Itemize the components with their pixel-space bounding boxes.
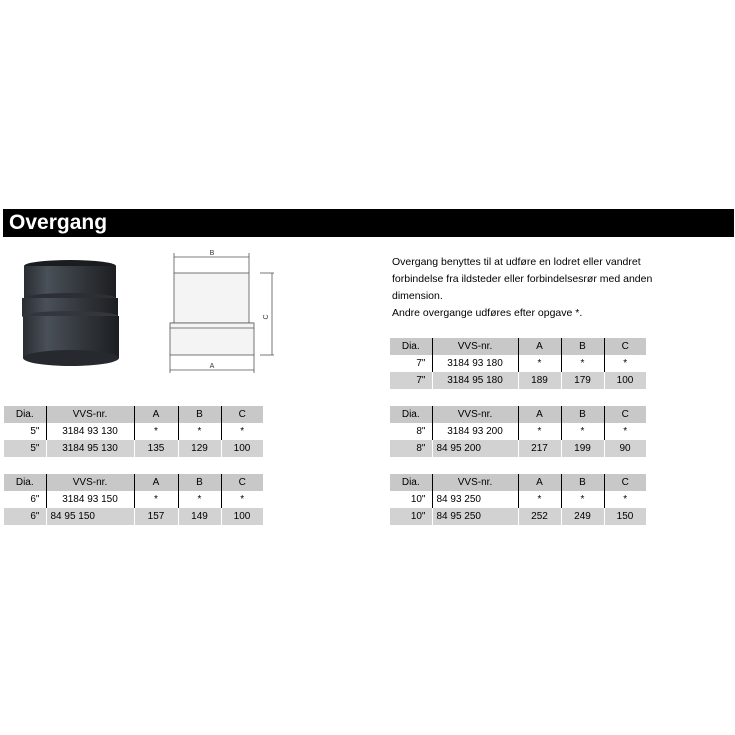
cell-vvs: 3184 95 130 bbox=[46, 440, 134, 457]
header-a: A bbox=[518, 338, 561, 355]
technical-drawing bbox=[160, 245, 280, 380]
cell-b: 179 bbox=[561, 372, 604, 389]
cell-a: 217 bbox=[518, 440, 561, 457]
description-line: dimension. bbox=[392, 290, 443, 302]
header-dia: Dia. bbox=[390, 406, 432, 423]
header-c: C bbox=[604, 338, 646, 355]
table-row bbox=[4, 440, 263, 457]
header-vvs: VVS-nr. bbox=[432, 474, 518, 491]
cell-dia: 7" bbox=[390, 355, 432, 372]
header-c: C bbox=[604, 406, 646, 423]
cell-dia: 6" bbox=[4, 491, 46, 508]
table-row bbox=[4, 423, 263, 440]
description bbox=[392, 254, 712, 322]
header-a: A bbox=[134, 406, 178, 423]
cell-dia: 5" bbox=[4, 423, 46, 440]
cell-c: * bbox=[221, 423, 263, 440]
table-header-row bbox=[390, 406, 646, 423]
cell-b: * bbox=[178, 491, 221, 508]
cell-dia: 7" bbox=[390, 372, 432, 389]
cell-a: * bbox=[518, 491, 561, 508]
header-b: B bbox=[561, 406, 604, 423]
cell-a: * bbox=[518, 423, 561, 440]
spec-table-5 bbox=[4, 406, 264, 457]
table-row bbox=[390, 508, 646, 525]
header-a: A bbox=[134, 474, 178, 491]
table-row bbox=[390, 423, 646, 440]
cell-vvs: 84 93 250 bbox=[432, 491, 518, 508]
cell-a: 157 bbox=[134, 508, 178, 525]
cell-a: * bbox=[518, 355, 561, 372]
description-line: Andre overgange udføres efter opgave *. bbox=[392, 307, 583, 319]
cell-vvs: 3184 93 150 bbox=[46, 491, 134, 508]
cell-c: * bbox=[221, 491, 263, 508]
cell-dia: 6" bbox=[4, 508, 46, 525]
title-bar bbox=[3, 209, 734, 237]
cell-b: 249 bbox=[561, 508, 604, 525]
header-vvs: VVS-nr. bbox=[46, 406, 134, 423]
cell-c: 100 bbox=[604, 372, 646, 389]
description-line: Overgang benyttes til at udføre en lodret eller vandret bbox=[392, 256, 641, 268]
header-b: B bbox=[561, 474, 604, 491]
spec-table-7 bbox=[390, 338, 647, 389]
header-c: C bbox=[604, 474, 646, 491]
cell-c: * bbox=[604, 423, 646, 440]
cell-vvs: 3184 93 200 bbox=[432, 423, 518, 440]
cell-a: * bbox=[134, 423, 178, 440]
cell-c: 90 bbox=[604, 440, 646, 457]
header-dia: Dia. bbox=[390, 338, 432, 355]
header-b: B bbox=[178, 474, 221, 491]
cell-c: 100 bbox=[221, 508, 263, 525]
cell-vvs: 3184 93 130 bbox=[46, 423, 134, 440]
table-row bbox=[390, 491, 646, 508]
header-dia: Dia. bbox=[4, 474, 46, 491]
spec-table-8 bbox=[390, 406, 647, 457]
cell-b: * bbox=[561, 491, 604, 508]
table-row bbox=[390, 440, 646, 457]
table-header-row bbox=[4, 406, 263, 423]
header-a: A bbox=[518, 474, 561, 491]
cell-b: * bbox=[178, 423, 221, 440]
spec-table-6 bbox=[4, 474, 264, 525]
cell-dia: 5" bbox=[4, 440, 46, 457]
table-row bbox=[4, 491, 263, 508]
cell-vvs: 84 95 250 bbox=[432, 508, 518, 525]
cell-dia: 8" bbox=[390, 423, 432, 440]
header-vvs: VVS-nr. bbox=[432, 406, 518, 423]
table-header-row bbox=[4, 474, 263, 491]
header-b: B bbox=[561, 338, 604, 355]
cell-dia: 8" bbox=[390, 440, 432, 457]
cell-a: 252 bbox=[518, 508, 561, 525]
pipe-adapter-photo bbox=[22, 258, 122, 370]
header-dia: Dia. bbox=[4, 406, 46, 423]
cell-dia: 10" bbox=[390, 491, 432, 508]
cell-a: 189 bbox=[518, 372, 561, 389]
table-row bbox=[390, 355, 646, 372]
cell-c: 100 bbox=[221, 440, 263, 457]
page-title: Overgang bbox=[9, 211, 108, 234]
cell-vvs: 84 95 200 bbox=[432, 440, 518, 457]
cell-b: 149 bbox=[178, 508, 221, 525]
cell-dia: 10" bbox=[390, 508, 432, 525]
cell-vvs: 84 95 150 bbox=[46, 508, 134, 525]
dim-label-b: B bbox=[209, 250, 215, 257]
header-a: A bbox=[518, 406, 561, 423]
table-header-row bbox=[390, 474, 646, 491]
cell-vvs: 3184 95 180 bbox=[432, 372, 518, 389]
cell-a: * bbox=[134, 491, 178, 508]
header-vvs: VVS-nr. bbox=[432, 338, 518, 355]
header-c: C bbox=[221, 474, 263, 491]
header-dia: Dia. bbox=[390, 474, 432, 491]
cell-c: * bbox=[604, 355, 646, 372]
table-row bbox=[390, 372, 646, 389]
cell-b: 129 bbox=[178, 440, 221, 457]
header-b: B bbox=[178, 406, 221, 423]
dim-label-a: A bbox=[209, 363, 215, 370]
cell-b: * bbox=[561, 355, 604, 372]
spec-table-10 bbox=[390, 474, 647, 525]
cell-b: * bbox=[561, 423, 604, 440]
dim-label-c: C bbox=[263, 314, 270, 320]
table-row bbox=[4, 508, 263, 525]
cell-c: * bbox=[604, 491, 646, 508]
cell-b: 199 bbox=[561, 440, 604, 457]
header-c: C bbox=[221, 406, 263, 423]
cell-c: 150 bbox=[604, 508, 646, 525]
table-header-row bbox=[390, 338, 646, 355]
cell-a: 135 bbox=[134, 440, 178, 457]
description-line: forbindelse fra ildsteder eller forbindelsesrør med anden bbox=[392, 273, 653, 285]
header-vvs: VVS-nr. bbox=[46, 474, 134, 491]
cell-vvs: 3184 93 180 bbox=[432, 355, 518, 372]
